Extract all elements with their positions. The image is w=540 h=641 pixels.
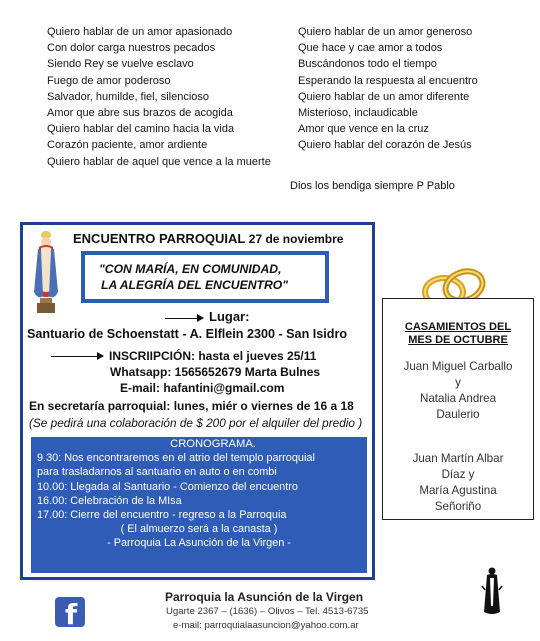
couple-line: Juan Martín Albar [412, 452, 504, 465]
poem-line: Quiero hablar del camino hacia la vida [47, 123, 235, 136]
event-date: 27 de noviembre [248, 232, 344, 246]
couple-names [383, 359, 533, 423]
venue-address: Santuario de Schoenstatt - A. Elflein 2300 - San Isidro [27, 327, 348, 341]
poem-left-column [47, 24, 271, 170]
virgin-mary-statue-image [29, 230, 63, 316]
schedule-item: 16.00: Celebración de la MIsa [37, 494, 182, 507]
schedule-title: CRONOGRAMA. [170, 438, 256, 450]
schedule-item: 9.30: Nos encontraremos en el atrio del templo parroquial [37, 452, 315, 465]
schedule-item: 10.00: Llegada al Santuario - Comienzo del encuentro [37, 480, 298, 493]
poem-line: Siendo Rey se vuelve esclavo [47, 58, 194, 71]
poem-line: Quiero hablar de un amor generoso [298, 26, 473, 38]
poem-right-column [298, 24, 478, 154]
poem-line: Esperando la respuesta al encuentro [298, 74, 478, 87]
poem-line: Corazón paciente, amor ardiente [47, 139, 208, 152]
parish-signoff: - Parroquia La Asunción de la Virgen - [107, 537, 291, 550]
couple-line: Señoriño [434, 500, 482, 513]
facebook-icon[interactable]: f [55, 597, 85, 627]
weddings-box [382, 298, 534, 520]
weddings-title-line: CASAMIENTOS DEL [404, 321, 512, 333]
schedule-box [31, 437, 367, 573]
event-flyer [20, 222, 375, 580]
weddings-title-line: MES DE OCTUBRE [408, 334, 508, 346]
motto-line: "CON MARÍA, EN COMUNIDAD, [99, 262, 282, 276]
couple-line: Díaz y [441, 468, 475, 481]
poem-line: Quiero hablar de aquel que vence a la muerte [47, 155, 271, 168]
poem-line: Amor que abre sus brazos de acogida [47, 107, 233, 120]
poem-line: Quiero hablar del corazón de Jesús [298, 139, 472, 152]
virgin-silhouette-icon [481, 566, 503, 618]
contribution-note: (Se pedirá una colaboración de $ 200 por el alquiler del predio ) [29, 416, 363, 430]
poem-line: Fuego de amor poderoso [47, 74, 171, 87]
couple-line: María Agustina [419, 484, 497, 497]
poem-line: Buscándonos todo el tiempo [298, 58, 437, 71]
email-contact: E-mail: hafantini@gmail.com [120, 381, 285, 395]
parish-email: e-mail: parroquialaasuncion@yahoo.com.ar [173, 620, 359, 631]
motto-box [81, 251, 329, 303]
poem-line: Amor que vence en la cruz [298, 123, 429, 136]
poem-line: Que hace y cae amor a todos [298, 42, 443, 55]
poem-line: Salvador, humilde, fiel, silencioso [47, 90, 210, 103]
arrow-right-icon [51, 356, 103, 357]
couple-line: y [455, 376, 461, 389]
poem-line: Misterioso, inclaudicable [298, 107, 418, 120]
lunch-note: ( El almuerzo será a la canasta ) [120, 523, 278, 536]
weddings-title [383, 321, 533, 347]
office-hours: En secretaría parroquial: lunes, miér o viernes de 16 a 18 [29, 399, 354, 413]
whatsapp-contact: Whatsapp: 1565652679 Marta Bulnes [110, 365, 321, 379]
poem-signature: Dios los bendiga siempre P Pablo [290, 180, 455, 192]
couple-line: Natalia Andrea [419, 392, 497, 405]
schedule-item: para trasladarnos al santuario en auto o en combi [37, 466, 277, 479]
parish-address: Ugarte 2367 – (1636) – Olivos – Tel. 4513-6735 [166, 606, 369, 617]
parish-name: Parroquia la Asunción de la Virgen [165, 590, 364, 604]
couple-names [383, 451, 533, 515]
registration-deadline: INSCRIIPCIÓN: hasta el jueves 25/11 [109, 349, 317, 363]
schedule-item: 17.00: Cierre del encuentro - regreso a la Parroquia [37, 509, 287, 522]
poem-line: Quiero hablar de un amor diferente [298, 90, 470, 103]
event-title [73, 231, 343, 246]
motto-line: LA ALEGRÍA DEL ENCUENTRO" [101, 278, 289, 292]
location-label: Lugar: [209, 309, 250, 324]
couple-line: Daulerio [436, 408, 480, 421]
couple-line: Juan Miguel Carballo [403, 360, 513, 373]
event-title-text: ENCUENTRO PARROQUIAL [73, 231, 246, 246]
poem-line: Quiero hablar de un amor apasionado [47, 26, 233, 38]
arrow-right-icon [165, 318, 203, 319]
poem-line: Con dolor carga nuestros pecados [47, 42, 216, 55]
